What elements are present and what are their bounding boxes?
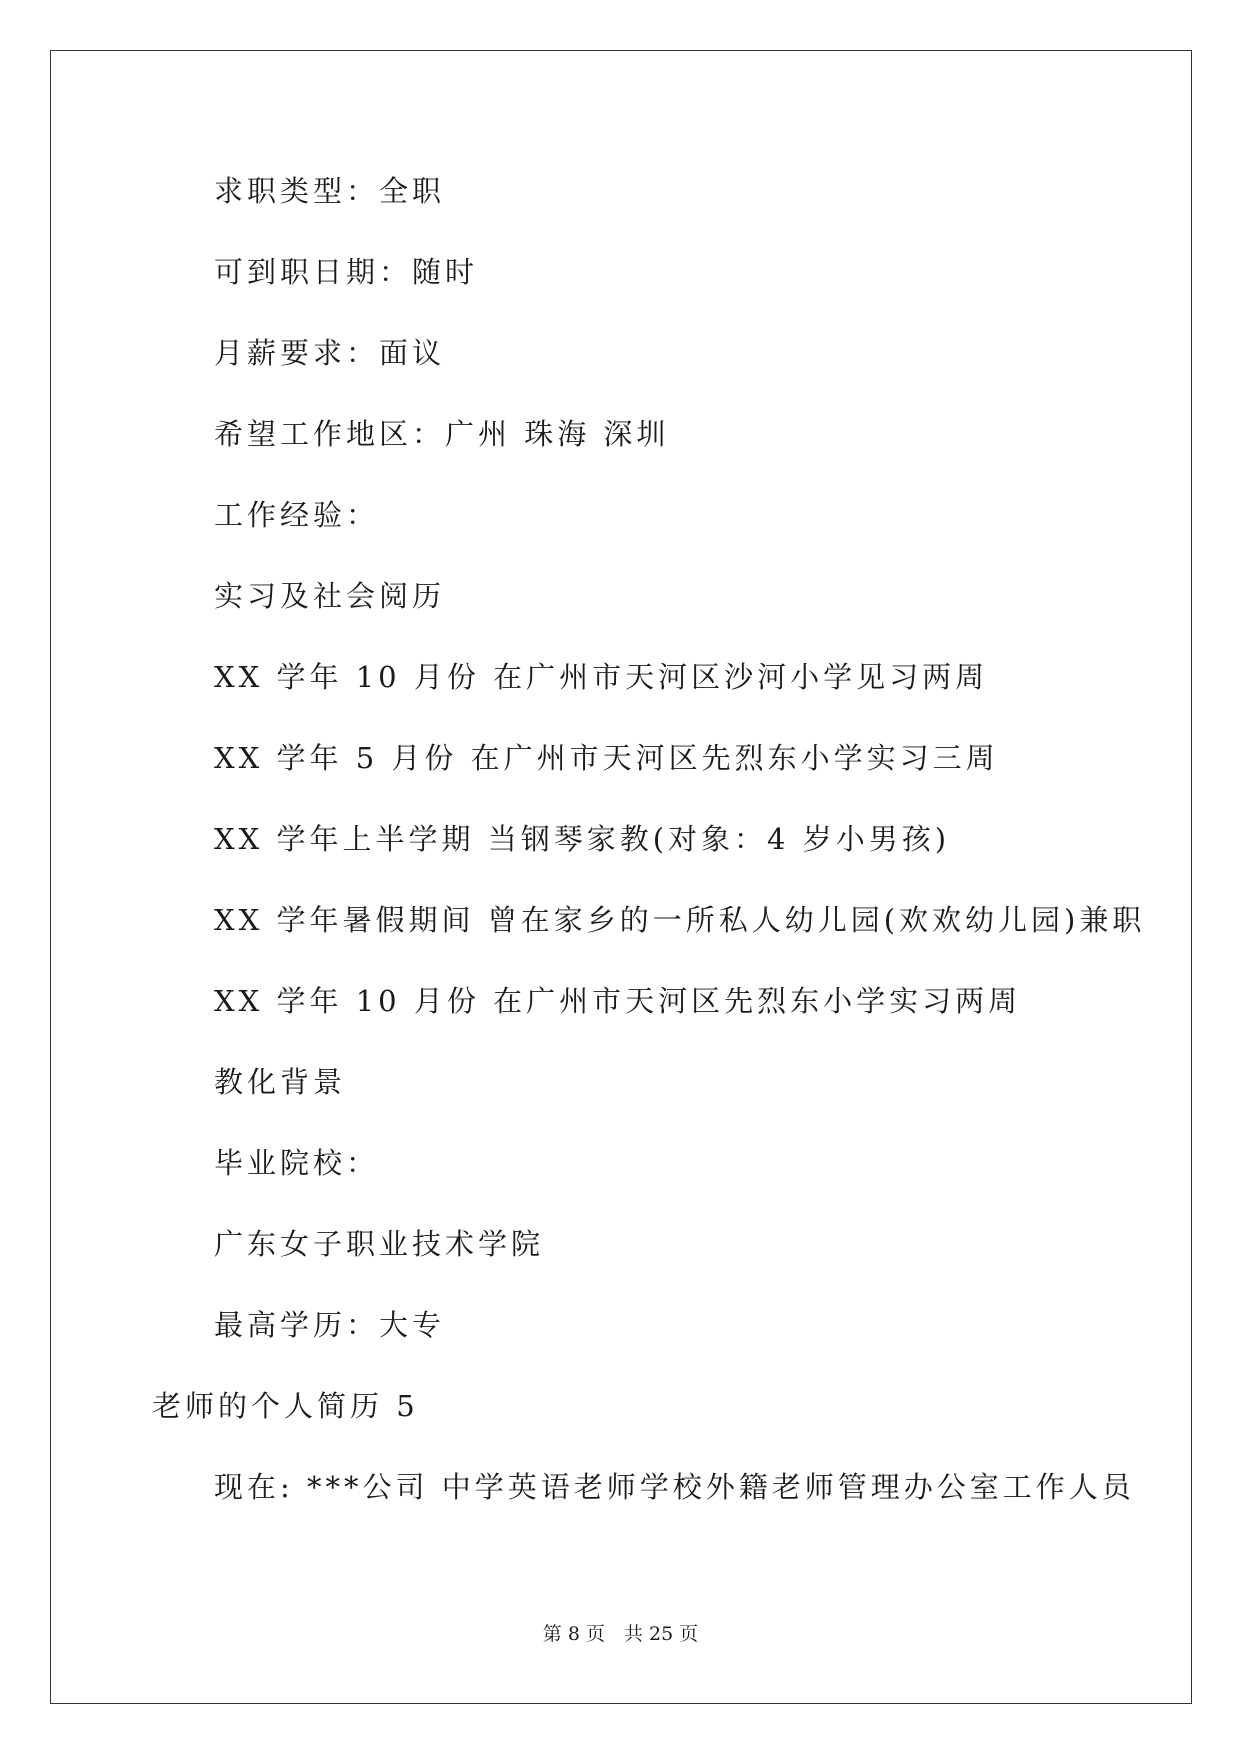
work-location-line: 希望工作地区：广州 珠海 深圳: [214, 417, 670, 451]
experience-item: XX 学年 10 月份 在广州市天河区先烈东小学实习两周: [214, 984, 1022, 1018]
job-type-line: 求职类型：全职: [214, 174, 446, 208]
education-heading: 教化背景: [214, 1065, 347, 1099]
section-title: 老师的个人简历 5: [152, 1389, 419, 1423]
experience-item: XX 学年上半学期 当钢琴家教(对象：4 岁小男孩): [214, 822, 951, 856]
school-name: 广东女子职业技术学院: [214, 1227, 545, 1261]
available-date-line: 可到职日期：随时: [214, 255, 479, 289]
salary-line: 月薪要求：面议: [214, 336, 446, 370]
school-label: 毕业院校：: [214, 1146, 380, 1180]
experience-item: XX 学年 5 月份 在广州市天河区先烈东小学实习三周: [214, 741, 999, 775]
internship-heading: 实习及社会阅历: [214, 579, 446, 613]
experience-item: XX 学年 10 月份 在广州市天河区沙河小学见习两周: [214, 660, 989, 694]
current-position-line: 现在: ***公司 中学英语老师学校外籍老师管理办公室工作人员: [214, 1470, 1135, 1504]
work-experience-heading: 工作经验：: [214, 498, 380, 532]
page-number-footer: 第 8 页 共 25 页: [542, 1623, 699, 1645]
experience-item: XX 学年暑假期间 曾在家乡的一所私人幼儿园(欢欢幼儿园)兼职: [214, 903, 1146, 937]
highest-degree-line: 最高学历：大专: [214, 1308, 446, 1342]
